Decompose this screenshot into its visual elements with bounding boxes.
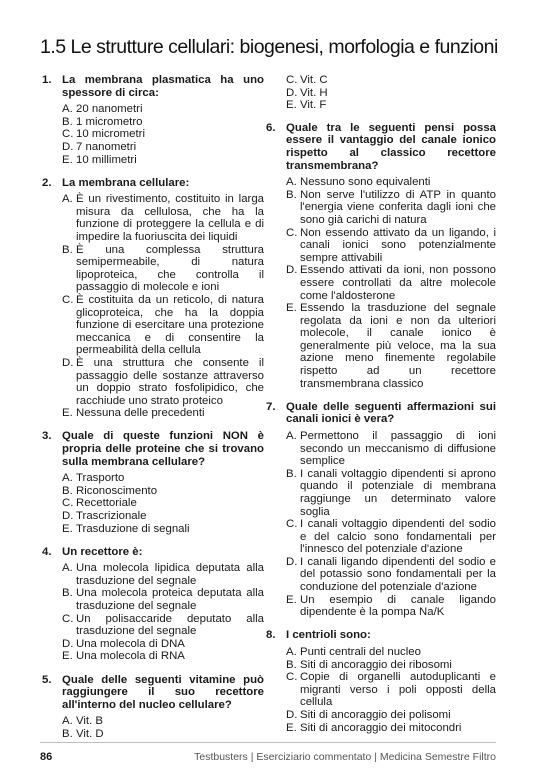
answer-option <box>286 227 496 265</box>
option-letter: B. <box>286 467 297 480</box>
question-text: La membrana plasmatica ha uno spessore di circa: <box>62 74 264 99</box>
option-text: È una struttura che consente il passaggio delle sostanze attraverso un doppio strato fosfolipidico, che racchiude uno strato proteico <box>76 356 264 407</box>
answer-option <box>286 722 496 735</box>
option-text: Vit. C <box>300 74 328 86</box>
question-number: 8. <box>266 629 276 642</box>
answer-option <box>286 671 496 709</box>
option-letter: C. <box>286 671 298 684</box>
answer-options <box>62 562 264 663</box>
option-letter: A. <box>62 472 73 485</box>
question-number: 3. <box>42 430 52 443</box>
option-letter: C. <box>286 74 298 86</box>
option-letter: A. <box>62 562 73 575</box>
answer-option <box>62 357 264 407</box>
answer-option <box>286 74 496 87</box>
question-text: Quale di queste funzioni NON è propria delle proteine che si trovano sulla membrana cellulare? <box>62 430 264 468</box>
option-text: 7 nanometri <box>76 140 137 153</box>
answer-option <box>286 659 496 672</box>
option-text: Siti di ancoraggio dei polisomi <box>300 708 451 721</box>
option-text: È costituita da un reticolo, di natura glicoproteica, che ha la doppia funzione di esercitare una protezione meccanica e di consentire la permeabilità della cellula <box>76 294 264 357</box>
answer-option <box>286 99 496 112</box>
answer-option <box>62 587 264 612</box>
answer-option <box>286 189 496 227</box>
footer-divider <box>40 742 496 743</box>
answer-option <box>62 294 264 357</box>
option-text: I canali ligando dipendenti del sodio e del potassio sono fondamentali per la conduzione del potenziale d'azione <box>300 555 496 594</box>
answer-option <box>286 468 496 518</box>
option-text: Un esempio di canale ligando dipendente è la pompa Na/K <box>300 593 496 619</box>
option-letter: D. <box>62 356 74 369</box>
option-letter: B. <box>286 188 297 201</box>
option-letter: C. <box>286 518 298 531</box>
option-text: Nessuna delle precedenti <box>76 407 205 420</box>
option-letter: E. <box>286 99 297 112</box>
option-letter: D. <box>62 140 74 153</box>
answer-option <box>62 407 264 420</box>
answer-option <box>62 128 264 141</box>
answer-option <box>62 728 264 741</box>
answer-option <box>62 523 264 536</box>
option-letter: D. <box>286 86 298 99</box>
question-text: La membrana cellulare: <box>62 176 190 189</box>
option-letter: E. <box>286 302 297 315</box>
question-4 <box>40 546 264 663</box>
answer-options <box>286 646 496 734</box>
page-title: 1.5 Le strutture cellulari: biogenesi, morfologia e funzioni <box>40 36 498 58</box>
question-number: 1. <box>42 74 52 86</box>
answer-options <box>286 430 496 619</box>
answer-option <box>62 497 264 510</box>
option-letter: E. <box>62 153 73 166</box>
question-text: Quale delle seguenti vitamine può raggiungere il suo recettore all'interno del nucleo cellulare? <box>62 673 264 711</box>
option-text: Copie di organelli autoduplicanti e migranti verso i poli opposti della cellula <box>300 671 496 709</box>
answer-options <box>62 103 264 166</box>
answer-option <box>62 154 264 167</box>
option-text: Punti centrali del nucleo <box>300 645 421 658</box>
question-number: 4. <box>42 545 52 558</box>
answer-options <box>62 472 264 535</box>
answer-option <box>286 302 496 390</box>
option-letter: C. <box>62 497 74 510</box>
option-text: Siti di ancoraggio dei ribosomi <box>300 658 452 671</box>
question-number: 2. <box>42 176 52 189</box>
option-letter: A. <box>286 429 297 442</box>
option-text: Recettoriale <box>76 497 137 510</box>
option-text: Essendo la trasduzione del segnale regolata da ioni e non da ulteriori molecole, il canale ionico è generalmente più veloce, ma la sua azione meno finemente regolabile rispetto ad un recettore transmembrana classico <box>300 302 496 390</box>
option-letter: E. <box>286 593 297 606</box>
option-text: Non essendo attivato da un ligando, i canali ionici sono potenzialmente sempre attivabili <box>300 226 496 264</box>
answer-option <box>286 556 496 594</box>
option-letter: A. <box>62 715 73 728</box>
option-text: Riconoscimento <box>76 484 158 497</box>
answer-option <box>62 715 264 728</box>
answer-options <box>62 193 264 420</box>
answer-option <box>286 518 496 556</box>
answer-option <box>62 193 264 243</box>
option-text: Nessuno sono equivalenti <box>300 176 431 189</box>
right-column <box>264 74 496 745</box>
answer-option <box>62 116 264 129</box>
option-letter: E. <box>286 721 297 734</box>
question-5 <box>40 674 264 741</box>
question-2 <box>40 177 264 420</box>
option-text: I canali voltaggio dipendenti si aprono quando il potenziale di membrana raggiunge un determinato valore soglia <box>300 467 496 518</box>
answer-options <box>286 176 496 390</box>
page-number: 86 <box>40 751 53 763</box>
option-letter: D. <box>286 708 298 721</box>
option-text: Trasduzione di segnali <box>76 522 190 535</box>
question-number: 7. <box>266 400 276 413</box>
option-letter: B. <box>286 658 297 671</box>
question-text: Quale tra le seguenti pensi possa essere il vantaggio del canale ionico rispetto al classico recettore transmembrana? <box>286 121 496 172</box>
question-text: I centrioli sono: <box>286 629 371 642</box>
option-letter: B. <box>62 115 73 128</box>
answer-options <box>62 715 264 740</box>
option-letter: A. <box>286 645 297 658</box>
answer-option <box>286 176 496 189</box>
option-letter: A. <box>62 193 73 206</box>
option-letter: C. <box>62 128 74 141</box>
question-6 <box>264 122 496 390</box>
option-text: Vit. F <box>300 99 327 112</box>
answer-option <box>62 103 264 116</box>
answer-option <box>286 646 496 659</box>
option-text: I canali voltaggio dipendenti del sodio e del calcio sono fondamentali per l'innesco del potenziale d'azione <box>300 518 496 556</box>
answer-option <box>62 510 264 523</box>
question-1 <box>40 74 264 166</box>
question-text: Quale delle seguenti affermazioni sui canali ionici è vera? <box>286 400 496 426</box>
option-letter: D. <box>286 264 298 277</box>
answer-option <box>286 594 496 619</box>
option-letter: D. <box>62 637 74 650</box>
answer-option <box>286 87 496 100</box>
question-text: Un recettore è: <box>62 545 143 558</box>
option-letter: E. <box>62 650 73 663</box>
option-letter: B. <box>62 587 73 600</box>
option-text: 20 nanometri <box>76 103 143 116</box>
option-text: Trascrizionale <box>76 510 147 522</box>
answer-option <box>62 472 264 485</box>
option-letter: C. <box>286 226 298 239</box>
answer-option <box>286 264 496 302</box>
option-text: Una molecola di DNA <box>76 637 185 650</box>
left-column <box>40 74 264 751</box>
option-letter: A. <box>286 176 297 189</box>
option-letter: B. <box>62 727 73 740</box>
answer-option <box>62 141 264 154</box>
answer-option <box>286 709 496 722</box>
option-text: Permettono il passaggio di ioni secondo un meccanismo di diffusione semplice <box>300 429 496 468</box>
question-5-continued-options <box>286 74 496 112</box>
option-letter: E. <box>62 522 73 535</box>
footer-text: Testbusters | Eserciziario commentato | Medicina Semestre Filtro <box>194 751 496 763</box>
option-letter: E. <box>62 407 73 420</box>
option-letter: D. <box>62 510 74 522</box>
answer-option <box>286 430 496 468</box>
question-number: 6. <box>266 121 276 134</box>
option-text: 10 micrometri <box>76 128 145 141</box>
option-letter: B. <box>62 243 73 256</box>
option-letter: B. <box>62 484 73 497</box>
option-text: Una molecola proteica deputata alla trasduzione del segnale <box>76 587 264 613</box>
option-text: Una molecola lipidica deputata alla trasduzione del segnale <box>76 562 264 587</box>
option-text: Vit. B <box>76 715 104 728</box>
option-text: È un rivestimento, costituito in larga misura da cellulosa, che ha la funzione di proteggere la cellula e di impedire la fuoriuscita dei liquidi <box>76 193 264 244</box>
answer-option <box>62 562 264 587</box>
option-text: 10 millimetri <box>76 153 137 166</box>
option-text: Una molecola di RNA <box>76 650 185 663</box>
option-letter: C. <box>62 612 74 625</box>
option-text: Non serve l'utilizzo di ATP in quanto l'energia viene conferita dagli ioni che sono già carichi di natura <box>300 188 496 226</box>
question-8 <box>264 629 496 734</box>
option-text: Siti di ancoraggio dei mitocondri <box>300 721 462 734</box>
answer-option <box>62 613 264 638</box>
option-text: 1 micrometro <box>76 115 143 128</box>
answer-option <box>62 244 264 294</box>
option-text: Vit. D <box>76 727 104 740</box>
option-letter: A. <box>62 103 73 116</box>
answer-option <box>62 638 264 651</box>
answer-option <box>62 650 264 663</box>
answer-option <box>62 485 264 498</box>
option-text: Essendo attivati da ioni, non possono essere controllati da altre molecole come l'aldosterone <box>300 264 496 302</box>
option-letter: C. <box>62 294 74 306</box>
option-text: Trasporto <box>76 472 125 485</box>
question-number: 5. <box>42 673 52 686</box>
question-3 <box>40 430 264 535</box>
option-text: È una complessa struttura semipermeabile, di natura lipoproteica, che controlla il passaggio di molecole e ioni <box>76 243 264 294</box>
question-7 <box>264 401 496 619</box>
option-text: Vit. H <box>300 86 328 99</box>
option-text: Un polisaccaride deputato alla trasduzione del segnale <box>76 612 264 638</box>
option-letter: D. <box>286 555 298 568</box>
